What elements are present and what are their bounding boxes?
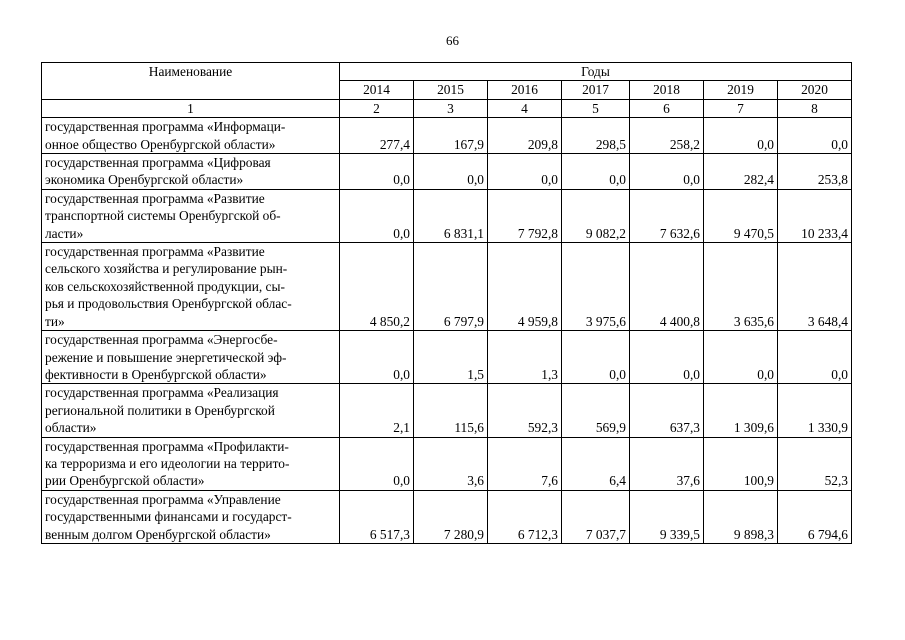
table-row bbox=[42, 189, 852, 242]
value-cell: 52,3 bbox=[778, 437, 852, 490]
value-cell: 6 517,3 bbox=[340, 490, 414, 543]
value-cell: 6 712,3 bbox=[488, 490, 562, 543]
value-cell: 7 792,8 bbox=[488, 189, 562, 242]
year-cell: 2019 bbox=[704, 81, 778, 99]
table-row bbox=[42, 154, 852, 190]
value-cell: 0,0 bbox=[414, 154, 488, 190]
program-name-line: государственная программа «Энергосбе- bbox=[45, 332, 278, 348]
program-name-line: ка терроризма и его идеологии на террито- bbox=[45, 455, 290, 471]
value-cell: 2,1 bbox=[340, 384, 414, 437]
table-row bbox=[42, 243, 852, 331]
program-name-line: фективности в Оренбургской области» bbox=[45, 366, 267, 382]
program-name-line: государственная программа «Развитие bbox=[45, 190, 265, 206]
column-number: 2 bbox=[340, 99, 414, 117]
program-name-cell bbox=[42, 118, 340, 154]
value-cell: 9 898,3 bbox=[704, 490, 778, 543]
year-cell: 2020 bbox=[778, 81, 852, 99]
value-cell: 1,3 bbox=[488, 331, 562, 384]
value-cell: 4 400,8 bbox=[630, 243, 704, 331]
value-cell: 0,0 bbox=[630, 154, 704, 190]
program-name-line: транспортной системы Оренбургской об- bbox=[45, 208, 281, 224]
program-name-cell bbox=[42, 189, 340, 242]
value-cell: 253,8 bbox=[778, 154, 852, 190]
year-cell: 2018 bbox=[630, 81, 704, 99]
table-row bbox=[42, 384, 852, 437]
value-cell: 569,9 bbox=[562, 384, 630, 437]
value-cell: 3 975,6 bbox=[562, 243, 630, 331]
program-name-line: региональной политики в Оренбургской bbox=[45, 402, 275, 418]
value-cell: 6 797,9 bbox=[414, 243, 488, 331]
value-cell: 0,0 bbox=[778, 118, 852, 154]
value-cell: 3 635,6 bbox=[704, 243, 778, 331]
program-name-line: рии Оренбургской области» bbox=[45, 473, 205, 489]
program-name-line: области» bbox=[45, 420, 97, 436]
program-name-line: государственная программа «Цифровая bbox=[45, 155, 271, 171]
program-name-line: режение и повышение энергетической эф- bbox=[45, 349, 287, 365]
table-row bbox=[42, 118, 852, 154]
value-cell: 0,0 bbox=[704, 118, 778, 154]
year-cell: 2015 bbox=[414, 81, 488, 99]
program-name-line: государственная программа «Профилакти- bbox=[45, 438, 289, 454]
program-name-line: государственная программа «Информаци- bbox=[45, 119, 286, 135]
value-cell: 1 330,9 bbox=[778, 384, 852, 437]
value-cell: 209,8 bbox=[488, 118, 562, 154]
value-cell: 7 037,7 bbox=[562, 490, 630, 543]
table-row bbox=[42, 331, 852, 384]
budget-table bbox=[41, 62, 852, 544]
value-cell: 592,3 bbox=[488, 384, 562, 437]
program-name-line: ков сельскохозяйственной продукции, сы- bbox=[45, 278, 285, 294]
program-name-line: венным долгом Оренбургской области» bbox=[45, 526, 271, 542]
value-cell: 7,6 bbox=[488, 437, 562, 490]
program-name-line: государственная программа «Развитие bbox=[45, 244, 265, 260]
program-name-cell bbox=[42, 331, 340, 384]
program-name-cell bbox=[42, 243, 340, 331]
value-cell: 37,6 bbox=[630, 437, 704, 490]
program-name-line: ласти» bbox=[45, 225, 84, 241]
column-number: 5 bbox=[562, 99, 630, 117]
column-number: 3 bbox=[414, 99, 488, 117]
program-name-cell bbox=[42, 437, 340, 490]
program-name-cell bbox=[42, 490, 340, 543]
value-cell: 0,0 bbox=[778, 331, 852, 384]
value-cell: 258,2 bbox=[630, 118, 704, 154]
value-cell: 282,4 bbox=[704, 154, 778, 190]
header-years: Годы bbox=[340, 63, 852, 81]
value-cell: 0,0 bbox=[340, 189, 414, 242]
value-cell: 4 850,2 bbox=[340, 243, 414, 331]
value-cell: 637,3 bbox=[630, 384, 704, 437]
year-cell: 2016 bbox=[488, 81, 562, 99]
value-cell: 9 470,5 bbox=[704, 189, 778, 242]
value-cell: 167,9 bbox=[414, 118, 488, 154]
value-cell: 10 233,4 bbox=[778, 189, 852, 242]
program-name-line: сельского хозяйства и регулирование рын- bbox=[45, 261, 288, 277]
value-cell: 3,6 bbox=[414, 437, 488, 490]
table-body bbox=[42, 118, 852, 544]
table-row bbox=[42, 437, 852, 490]
column-number: 1 bbox=[42, 99, 340, 117]
program-name-cell bbox=[42, 154, 340, 190]
value-cell: 100,9 bbox=[704, 437, 778, 490]
value-cell: 6,4 bbox=[562, 437, 630, 490]
value-cell: 9 339,5 bbox=[630, 490, 704, 543]
value-cell: 9 082,2 bbox=[562, 189, 630, 242]
value-cell: 0,0 bbox=[630, 331, 704, 384]
value-cell: 3 648,4 bbox=[778, 243, 852, 331]
value-cell: 4 959,8 bbox=[488, 243, 562, 331]
column-number-row bbox=[42, 99, 852, 117]
program-name-line: рья и продовольствия Оренбургской облас- bbox=[45, 296, 292, 312]
column-number: 8 bbox=[778, 99, 852, 117]
value-cell: 0,0 bbox=[562, 154, 630, 190]
value-cell: 0,0 bbox=[488, 154, 562, 190]
program-name-line: ти» bbox=[45, 313, 65, 329]
value-cell: 0,0 bbox=[340, 331, 414, 384]
value-cell: 277,4 bbox=[340, 118, 414, 154]
value-cell: 1,5 bbox=[414, 331, 488, 384]
table-row bbox=[42, 490, 852, 543]
year-cell: 2014 bbox=[340, 81, 414, 99]
value-cell: 298,5 bbox=[562, 118, 630, 154]
page-number: 66 bbox=[446, 33, 459, 48]
value-cell: 0,0 bbox=[340, 437, 414, 490]
value-cell: 6 831,1 bbox=[414, 189, 488, 242]
value-cell: 0,0 bbox=[704, 331, 778, 384]
value-cell: 0,0 bbox=[340, 154, 414, 190]
value-cell: 6 794,6 bbox=[778, 490, 852, 543]
value-cell: 1 309,6 bbox=[704, 384, 778, 437]
program-name-line: экономика Оренбургской области» bbox=[45, 172, 244, 188]
column-number: 7 bbox=[704, 99, 778, 117]
program-name-line: государственными финансами и государст- bbox=[45, 509, 292, 525]
program-name-cell bbox=[42, 384, 340, 437]
header-name: Наименование bbox=[42, 63, 340, 100]
program-name-line: государственная программа «Реализация bbox=[45, 385, 279, 401]
column-number: 4 bbox=[488, 99, 562, 117]
value-cell: 115,6 bbox=[414, 384, 488, 437]
year-cell: 2017 bbox=[562, 81, 630, 99]
program-name-line: государственная программа «Управление bbox=[45, 491, 281, 507]
value-cell: 7 280,9 bbox=[414, 490, 488, 543]
value-cell: 0,0 bbox=[562, 331, 630, 384]
value-cell: 7 632,6 bbox=[630, 189, 704, 242]
header-row bbox=[42, 63, 852, 81]
program-name-line: онное общество Оренбургской области» bbox=[45, 136, 276, 152]
column-number: 6 bbox=[630, 99, 704, 117]
